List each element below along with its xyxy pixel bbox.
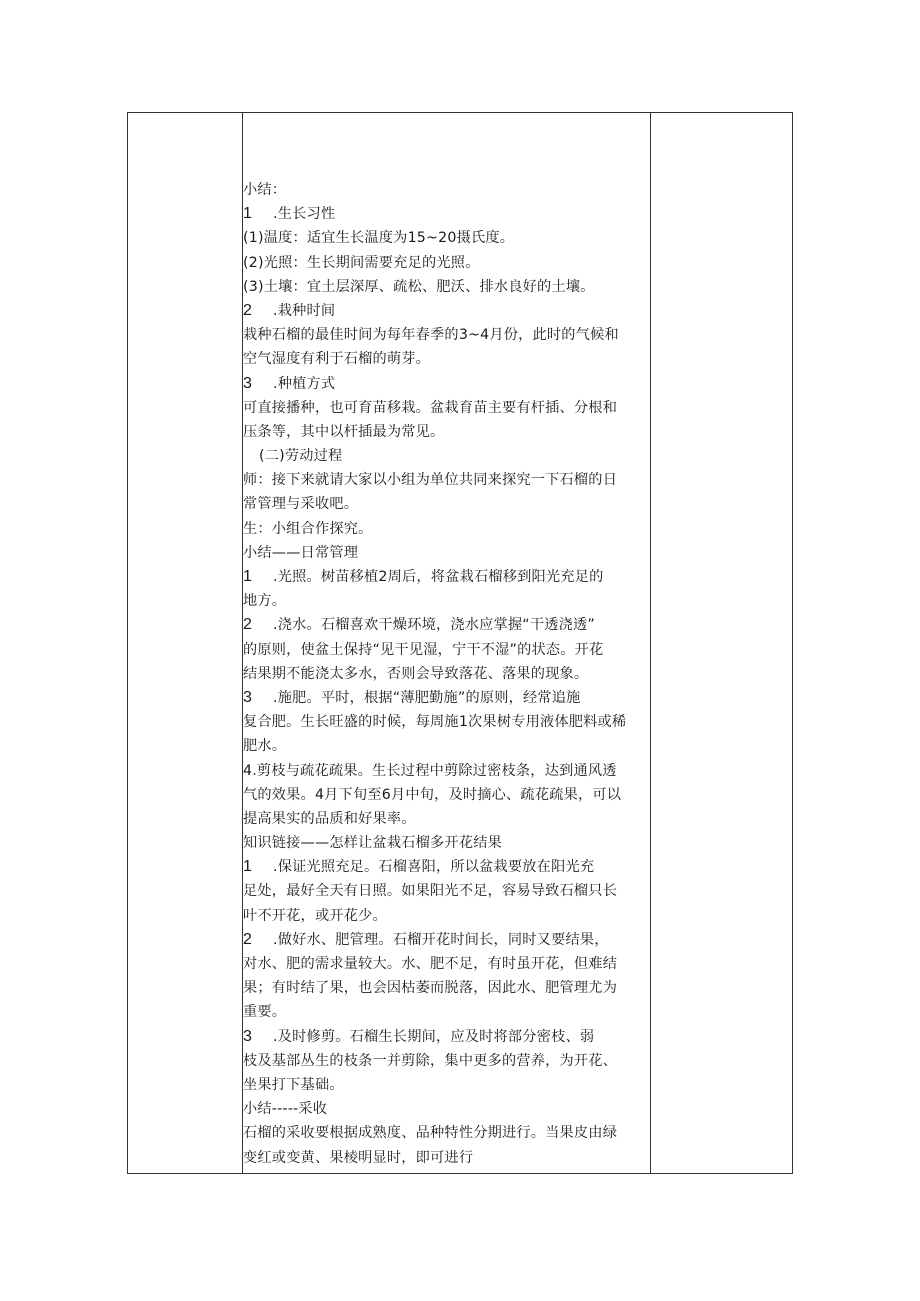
line-text: 气的效果。4月下旬至6月中旬，及时摘心、疏花疏果，可以 [243,786,622,803]
text-line [243,1049,649,1073]
line-text: 对水、肥的需求量较大。水、肥不足，有时虽开花，但难结 [243,956,618,972]
text-line [243,323,649,347]
text-line [243,444,649,468]
line-text: 足处，最好全天有日照。如果阳光不足，容易导致石榴只长 [243,883,618,900]
line-text: 空气湿度有利于石榴的萌芽。 [243,351,431,368]
text-line [243,589,649,613]
text-line [243,226,649,250]
text-line [243,662,649,686]
text-line [243,928,649,952]
item-number: 1 [243,858,253,876]
text-line [243,517,649,541]
text-line [243,299,649,323]
line-text: 栽种石榴的最佳时间为每年春季的3~4月份，此时的气候和 [243,327,619,344]
line-text: 小结——日常管理 [243,544,359,561]
text-line [243,565,649,589]
line-text: 果；有时结了果，也会因枯萎而脱落，因此水、肥管理尤为 [243,980,618,997]
text-line [243,807,649,831]
text-line [243,638,649,662]
line-text: 小结-----采收 [243,1101,328,1118]
text-line [243,783,649,807]
line-text: .栽种时间 [273,302,336,319]
text-line [243,541,649,565]
item-number: 1 [243,568,253,585]
line-text: .做好水、肥管理。石榴开花时间长，同时又要结果， [273,931,609,948]
text-line [243,396,649,420]
text-line [243,613,649,637]
text-line [243,1121,649,1145]
line-text: 压条等，其中以杆插最为常见。 [243,423,445,440]
line-text: (1)温度：适宜生长温度为15~20摄氏度。 [243,230,515,247]
item-number: 2 [243,301,253,319]
text-line [243,952,649,976]
text-line [243,855,649,879]
line-text: 知识链接——怎样让盆栽石榴多开花结果 [243,835,502,852]
text-line [243,202,649,226]
line-text: 提高果实的品质和好果率。 [243,810,416,827]
item-number: 2 [243,930,253,948]
text-line [243,275,649,299]
line-text: 可直接播种，也可育苗移栽。盆栽育苗主要有杆插、分根和 [243,399,618,416]
line-text: .浇水。石榴喜欢干燥环境，浇水应掌握“干透浇透” [273,617,595,634]
text-line [243,759,649,783]
line-text: 重要。 [243,1004,287,1021]
text-line [243,879,649,903]
text-line [243,734,649,758]
column-divider-right [650,113,651,1173]
item-number: 1 [243,205,253,223]
line-text: 的原则，使盆土保持“见干见湿，宁干不湿”的状态。开花 [243,641,604,658]
line-text: 常管理与采收吧。 [243,496,359,513]
text-line [243,1097,649,1121]
item-number: 2 [243,616,253,634]
line-text: (2)光照：生长期间需要充足的光照。 [243,254,480,271]
lesson-content [243,178,649,1170]
line-text: 石榴的采收要根据成熟度、品种特性分期进行。当果皮由绿 [243,1125,618,1142]
text-line [243,1073,649,1097]
line-text: .施肥。平时，根据“薄肥勤施”的原则，经常追施 [273,689,581,706]
line-text: .及时修剪。石榴生长期间，应及时将部分密枝、弱 [273,1028,595,1045]
text-line [243,976,649,1000]
line-text: 肥水。 [243,738,287,755]
text-line [243,1146,649,1170]
text-line [243,710,649,734]
line-text: 小结： [243,182,287,198]
line-text: 变红或变黄、果棱明显时，即可进行 [243,1149,474,1166]
item-number: 3 [243,374,253,392]
text-line [243,372,649,396]
text-line [243,251,649,275]
text-line [243,492,649,516]
line-text: .种植方式 [273,375,336,392]
line-text: 复合肥。生长旺盛的时候，每周施1次果树专用液体肥料或稀 [243,714,627,731]
text-line [243,1025,649,1049]
line-text: 结果期不能浇太多水，否则会导致落花、落果的现象。 [243,665,589,682]
line-text: (3)土壤：宜土层深厚、疏松、肥沃、排水良好的土壤。 [243,278,595,295]
line-text: 师：接下来就请大家以小组为单位共同来探究一下石榴的日 [243,472,618,489]
text-line [243,904,649,928]
text-line [243,420,649,444]
line-text: .保证光照充足。石榴喜阳，所以盆栽要放在阳光充 [273,859,595,876]
line-text: .光照。树苗移植2周后，将盆栽石榴移到阳光充足的 [273,569,604,585]
text-line [243,178,649,202]
line-text: 地方。 [243,593,287,610]
line-text: 生：小组合作探究。 [243,520,373,537]
line-text: 坐果打下基础。 [243,1076,344,1093]
line-text: .生长习性 [273,206,336,223]
text-line [243,831,649,855]
line-text: 枝及基部丛生的枝条一并剪除，集中更多的营养，为开花、 [243,1052,618,1069]
text-line [243,468,649,492]
text-line [243,347,649,371]
item-number: 3 [243,1027,253,1045]
text-line [243,686,649,710]
line-text: 叶不开花，或开花少。 [243,907,387,924]
line-text: (二)劳动过程 [259,448,343,465]
item-number: 3 [243,688,253,706]
line-text: 4.剪枝与疏花疏果。生长过程中剪除过密枝条，达到通风透 [243,762,617,779]
text-line [243,1000,649,1024]
